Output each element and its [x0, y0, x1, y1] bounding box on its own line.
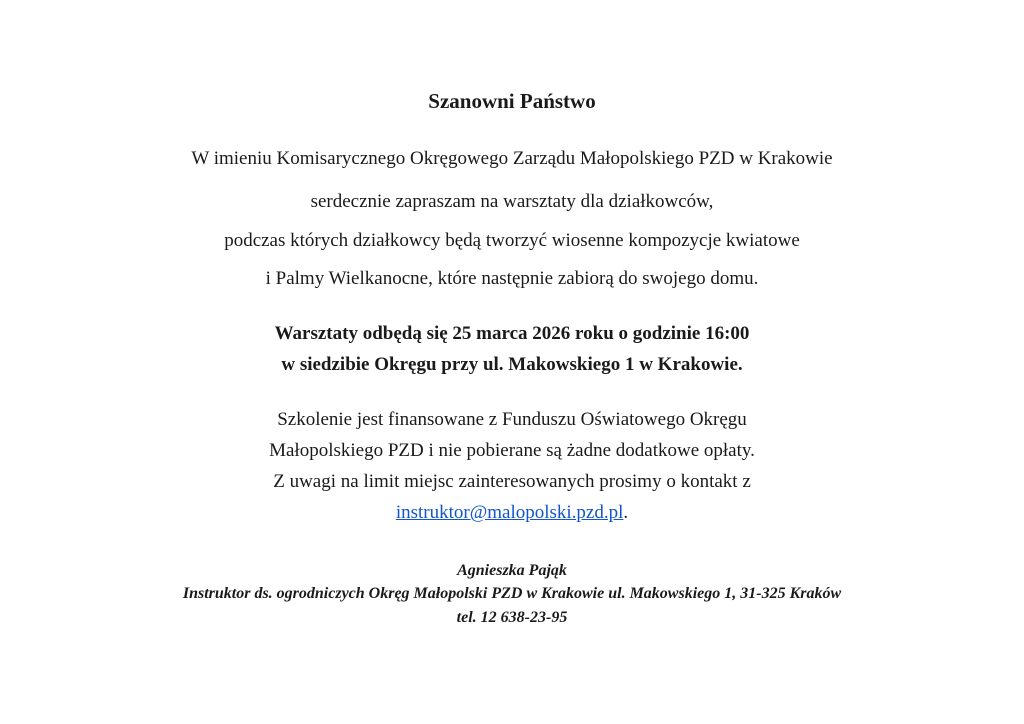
- intro-line-4: i Palmy Wielkanocne, które następnie zabiorą do swojego domu.: [265, 268, 759, 289]
- document-title: Szanowni Państwo: [428, 89, 596, 113]
- event-date-line: Warsztaty odbędą się 25 marca 2026 roku o godzinie 16:00: [274, 323, 750, 344]
- event-location-line: w siedzibie Okręgu przy ul. Makowskiego 1 w Krakowie.: [281, 354, 743, 375]
- funding-line-1: Szkolenie jest finansowane z Funduszu Oświatowego Okręgu: [277, 409, 747, 430]
- signature-phone: tel. 12 638-23-95: [456, 609, 568, 626]
- contact-email-line: [0, 502, 1024, 524]
- email-link[interactable]: instruktor@malopolski.pzd.pl: [395, 502, 624, 523]
- intro-line-2: serdecznie zapraszam na warsztaty dla działkowców,: [310, 191, 714, 212]
- signature-role: Instruktor ds. ogrodniczych Okręg Małopolski PZD w Krakowie ul. Makowskiego 1, 31-325 Kraków: [182, 585, 842, 602]
- signature-name: Agnieszka Pająk: [457, 562, 567, 579]
- funding-line-2: Małopolskiego PZD i nie pobierane są żadne dodatkowe opłaty.: [269, 440, 755, 461]
- funding-line-3: Z uwagi na limit miejsc zainteresowanych prosimy o kontakt z: [273, 471, 751, 492]
- intro-line-3: podczas których działkowcy będą tworzyć wiosenne kompozycje kwiatowe: [224, 230, 800, 251]
- email-trailing-period: .: [623, 502, 629, 523]
- intro-line-1: W imieniu Komisarycznego Okręgowego Zarządu Małopolskiego PZD w Krakowie: [191, 148, 833, 169]
